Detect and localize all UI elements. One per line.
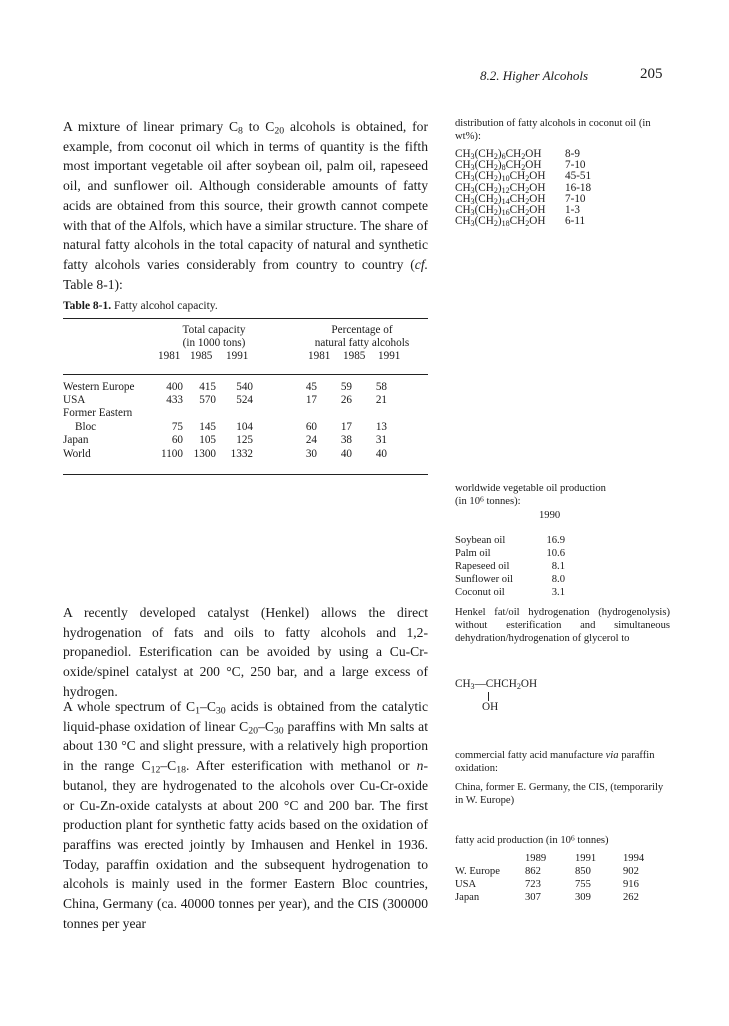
formula-row: $CH_3(CH_2)_{12}CH_2OH$ 16-18 (455, 181, 592, 195)
fatty-alcohol-capacity-table (63, 380, 387, 460)
table-row: Rapeseed oil 8.1 (455, 561, 565, 572)
formula-row: $CH_3(CH_2)_8CH_2OH$ 7-10 (455, 159, 586, 173)
sidenote-vegetable-oil: worldwide vegetable oil production (in $10^6$ tonnes): 1990 Soybean oil 16.9 Palm oil 10.6 Rapeseed oil 8.1 Sunflower oil 8.0 Coconut oil 3.1 (455, 483, 606, 598)
table-row: World 1100 1300 1332 30 40 40 (63, 447, 387, 460)
col-header-total-capacity: Total capacity (in 1000 tons) (182, 324, 246, 349)
paragraph-paraffin-oxidation: A whole spectrum of $C_1-C_{30}$ acids is obtained from the catalytic liquid-phase oxidation of linear $C_{20}-C_{30}$ paraffins with Mn salts at about 130 °C and slight pressure, with a relatively high proportion in the range $C_{12}-C_{18}$. After esterification with methanol or n-butanol, they are hydrogenated to the alcohols over Cu-Cr-oxide or Cu-Zn-oxide catalysts at about 200 °C and 200 bar. The first production plant for synthetic fatty acids based on the oxidation of paraffins was erected jointly by Imhausen and Henkel in 1936. Today, paraffin oxidation and the subsequent hydrogenation to alcohols is mainly used in the former Eastern Bloc countries, China, Germany (ca. 40000 tonnes per year), and the CIS (300000 tonnes per year (63, 699, 428, 931)
sidenote-henkel-hydrogenation: Henkel fat/oil hydrogenation (hydrogenolysis) without esterification and simultaneous dehydration/hydrogenation of glycerol to (455, 607, 670, 644)
sidenote-commercial-fatty-acid: commercial fatty acid manufacture via paraffin oxidation: China, former E. Germany, the CIS, (temporarily in W. Europe) (455, 750, 664, 806)
table-row: Soybean oil 16.9 (455, 535, 565, 546)
table-row: Sunflower oil 8.0 (455, 574, 565, 585)
table-row: Former Eastern (63, 407, 133, 420)
formula-row: $CH_3(CH_2)_{14}CH_2OH$ 7-10 (455, 192, 586, 206)
table-header-row: 1989 1991 1994 (525, 853, 645, 864)
formula-row: $CH_3(CH_2)_{16}CH_2OH$ 1-3 (455, 204, 580, 218)
sidenote-coconut-distribution (455, 117, 670, 227)
col-header-percentage: Percentage of natural fatty alcohols (314, 324, 410, 349)
propanediol-formula: $CH_3—CHCH_2OH$ (455, 678, 538, 692)
formula-row: $CH_3(CH_2)_{10}CH_2OH$ 45-51 (455, 170, 592, 184)
table-row: Bloc 75 145 104 60 17 13 (75, 420, 387, 433)
paragraph-coconut-oil: A mixture of linear primary $C_8$ to $C_{20}$ alcohols is obtained, for example, from coconut oil which in terms of quantity is the fifth most important vegetable oil after soybean oil, palm oil, rapeseed oil, and sunflower oil. Although considerable amounts of fatty acids are obtained from this source, their growth cannot compete with that of the Alfols, which have a similar structure. The share of natural fatty alcohols in the total capacity of natural and synthetic fatty alcohols varies considerably from country to country (cf. Table 8-1): (63, 119, 428, 292)
paragraph-henkel-catalyst: A recently developed catalyst (Henkel) allows the direct hydrogenation of fats and oils to fatty alcohols and 1,2-propanediol. Esterification can be avoided by using a Cu-Cr-oxide/spinel catalyst at 200 °C, 250 bar, and a large excess of hydrogen. (63, 605, 428, 699)
formula-row: $CH_3(CH_2)_{18}CH_2OH$ 6-11 (455, 215, 586, 229)
table-row: Japan 307 309 262 (455, 892, 639, 903)
table-row: W. Europe 862 850 902 (455, 866, 639, 877)
formula-row: $CH_3(CH_2)_6CH_2OH$ 8-9 (455, 148, 580, 162)
vegetable-oil-table (455, 534, 565, 599)
fatty-acid-table (455, 852, 663, 904)
table-row: USA 433 570 524 17 26 21 (63, 394, 387, 407)
formula-oh: OH (482, 701, 499, 713)
table-row: Coconut oil 3.1 (455, 587, 565, 598)
table-top-rule (63, 318, 428, 319)
table-row: Palm oil 10.6 (455, 548, 565, 559)
page-number: 205 (640, 66, 663, 82)
table-row: USA 723 755 916 (455, 879, 639, 890)
formula-bond (488, 692, 489, 701)
table-bottom-rule (63, 474, 428, 475)
table-row: Western Europe 400 415 540 45 59 58 (63, 380, 387, 393)
table-header-rule (63, 374, 428, 375)
running-header: 8.2. Higher Alcohols (480, 68, 589, 83)
table-caption: Table 8-1. Fatty alcohol capacity. (63, 300, 218, 312)
sidenote-title: distribution of fatty alcohols in coconut oil (in wt%): (455, 118, 651, 142)
table-row: Japan 60 105 125 24 38 31 (63, 434, 387, 447)
sidenote-fatty-acid-production: fatty acid production (in $10^6$ tonnes) 1989 1991 1994 W. Europe 862 850 902 USA 723 755 916 Japan 307 309 262 (455, 834, 670, 904)
